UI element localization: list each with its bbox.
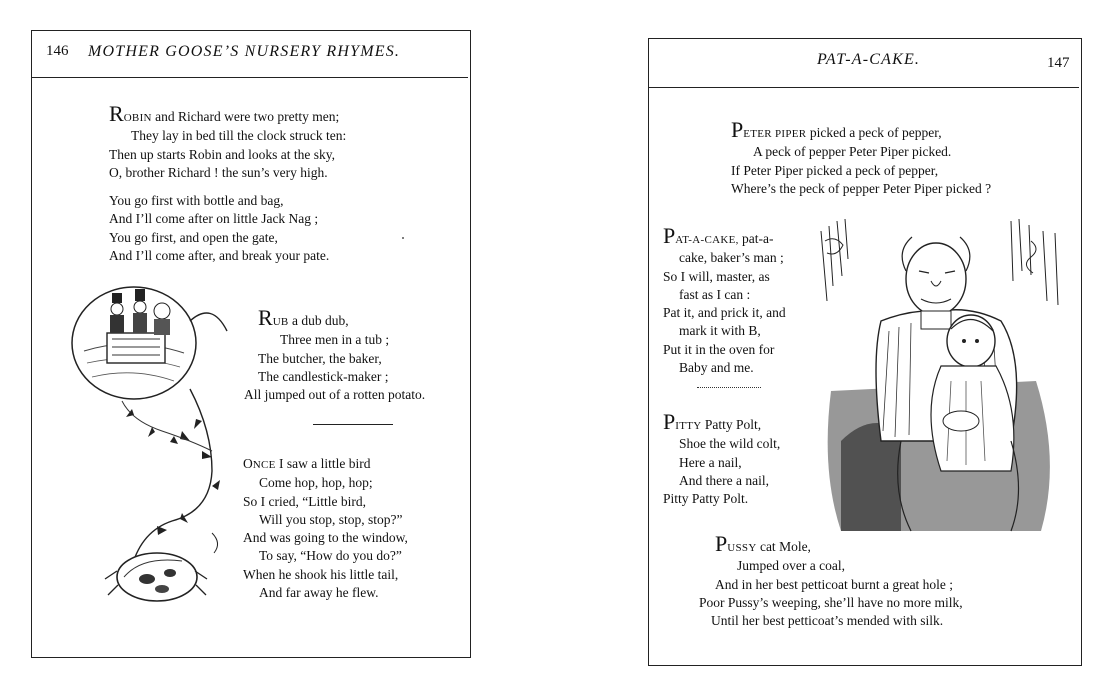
header-rule <box>649 87 1079 88</box>
poem-line: And was going to the window, <box>243 530 408 546</box>
section-divider <box>697 387 761 388</box>
poem-line: ONCE I saw a little bird <box>243 456 371 471</box>
poem-line: When he shook his little tail, <box>243 566 399 582</box>
poem-line: Where’s the peck of pepper Peter Piper picked ? <box>731 180 992 196</box>
poem-rub-a-dub-dub <box>244 305 426 404</box>
poem-line: And I’ll come after, and break your pate. <box>109 248 330 264</box>
poem-line: ROBIN and Richard were two pretty men; <box>109 101 340 126</box>
page-number: 147 <box>1047 55 1070 71</box>
poem-line: And I’ll come after on little Jack Nag ; <box>109 211 319 227</box>
poem-line: RUB a dub dub, <box>258 305 349 330</box>
poem-pat-a-cake <box>663 223 786 377</box>
poem-line: Come hop, hop, hop; <box>259 475 373 491</box>
poem-line: fast as I can : <box>679 286 751 302</box>
poem-line: Poor Pussy’s weeping, she’ll have no more milk, <box>699 594 963 610</box>
poem-line: You go first with bottle and bag, <box>109 193 284 209</box>
drop-cap: R <box>258 305 273 330</box>
poem-line: They lay in bed till the clock struck ten: <box>131 128 347 144</box>
poem-line: A peck of pepper Peter Piper picked. <box>753 144 952 160</box>
header-rule <box>32 77 468 78</box>
poem-line: O, brother Richard ! the sun’s very high. <box>109 164 328 180</box>
poem-line: Pat it, and prick it, and <box>663 305 786 321</box>
poem-line: And there a nail, <box>679 472 769 488</box>
print-speck <box>402 237 404 239</box>
poem-peter-piper <box>731 117 992 198</box>
poem-line: If Peter Piper picked a peck of pepper, <box>731 162 939 178</box>
poem-line: Pitty Patty Polt. <box>663 491 749 507</box>
poem-line: The candlestick-maker ; <box>258 368 389 384</box>
poem-little-bird <box>243 455 408 602</box>
poem-line: PAT-A-CAKE, pat-a- <box>663 223 774 248</box>
three-men-in-tub-illustration <box>62 281 247 621</box>
left-page <box>31 30 471 658</box>
drop-cap: P <box>663 409 676 434</box>
drop-cap: R <box>109 101 124 126</box>
poem-line: Then up starts Robin and looks at the sky, <box>109 146 335 162</box>
drop-cap: P <box>715 531 728 556</box>
poem-line: Jumped over a coal, <box>737 558 845 574</box>
poem-robin-and-richard <box>109 101 347 265</box>
running-head: MOTHER GOOSE’S NURSERY RHYMES. <box>88 43 401 60</box>
page-number: 146 <box>46 43 69 59</box>
poem-pussy-cat-mole <box>699 531 963 630</box>
poem-line: The butcher, the baker, <box>258 350 382 366</box>
right-page <box>648 38 1082 666</box>
poem-line: PETER PIPER picked a peck of pepper, <box>731 117 942 142</box>
section-divider <box>313 424 393 425</box>
man-with-baby-illustration <box>811 211 1079 551</box>
poem-line: mark it with B, <box>679 323 761 339</box>
drop-cap: P <box>663 223 676 248</box>
poem-line: And far away he flew. <box>259 585 379 601</box>
poem-line: Three men in a tub ; <box>280 332 390 348</box>
poem-line: You go first, and open the gate, <box>109 229 278 245</box>
poem-line: So I will, master, as <box>663 268 770 284</box>
poem-line: So I cried, “Little bird, <box>243 493 366 509</box>
poem-line: Until her best petticoat’s mended with silk. <box>711 613 944 629</box>
running-head: PAT-A-CAKE. <box>817 51 921 68</box>
poem-line: To say, “How do you do?” <box>259 548 402 564</box>
poem-line: PITTY Patty Polt, <box>663 409 762 434</box>
drop-cap: P <box>731 117 744 142</box>
poem-line: And in her best petticoat burnt a great hole ; <box>715 576 954 592</box>
poem-line: PUSSY cat Mole, <box>715 531 811 556</box>
poem-line: Baby and me. <box>679 360 754 376</box>
poem-line: Here a nail, <box>679 454 742 470</box>
poem-line: Will you stop, stop, stop?” <box>259 511 403 527</box>
poem-line: cake, baker’s man ; <box>679 250 784 266</box>
poem-line: Put it in the oven for <box>663 341 775 357</box>
poem-line: All jumped out of a rotten potato. <box>244 387 426 403</box>
poem-pitty-patty-polt <box>663 409 781 508</box>
poem-line: Shoe the wild colt, <box>679 436 781 452</box>
